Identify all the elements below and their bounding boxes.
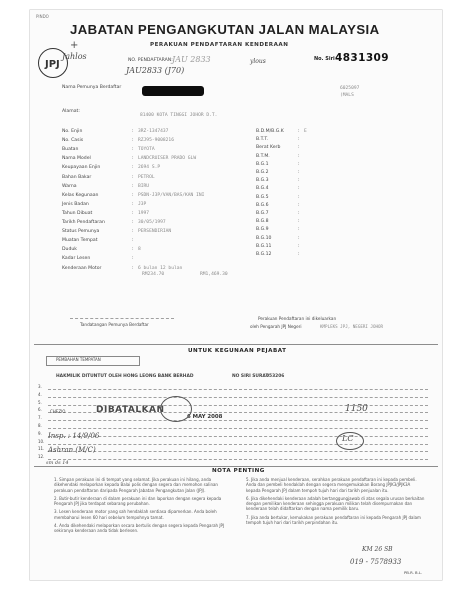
weight-colon: : [298,202,300,208]
address-label: Alamat: [62,109,80,114]
office-row-number: 8. [38,423,42,428]
field-label: Tahun Dibuat [62,210,93,216]
weight-label: B.G.5 [256,194,269,200]
office-row-number: 7. [38,415,42,421]
office-row-number: 4. [38,391,42,397]
office-row-number: 5. [38,399,42,405]
weight-colon: : [298,194,300,200]
weight-label: B.G.12 [256,252,272,257]
weight-label: B.G.10 [256,235,272,241]
field-colon: : [132,192,134,198]
weight-label: B.T.T. [256,137,269,143]
weight-colon: : [298,211,300,216]
office-row-line [48,389,428,390]
field-value: LANDCRUISER PRADO GLW [138,156,197,162]
field-colon: : [132,201,134,207]
field-value: 1997 [138,210,150,216]
note-item: 2. Butir-butir kenderaan di dalam perakuan ini dan laporkan dengan segera kepada Pengarah JPJ jika terdapat sebarang perubahan. [54,495,222,507]
field-label: Keupayaan Enjin [62,165,101,171]
letter-serial-value: 053206 [266,374,285,379]
handwritten-name: Ashran (M/C) [48,446,96,454]
field-colon: : [132,238,134,244]
weight-label: B.D.M/B.G.K [256,129,284,134]
weight-label: B.G.7 [256,211,269,216]
field-colon: : [132,138,134,144]
weight-value: E [304,129,307,134]
note-item: 5. Jika anda menjual kenderaan, serahkan perakuan pendaftaran ini kepada pembeli. Anda dan pembeli hendaklah dengan segera mengemukakan Borang JPJK3/JPJK3A kepada Pengarah JPJ dalam tempoh tujuh hari dari tarikh penjualan itu. [246,477,417,493]
field-colon: : [132,156,134,162]
office-row-line [48,420,428,421]
office-row-number: 9. [38,430,42,436]
serial-number: 4831309 [335,52,389,64]
weight-colon: : [298,219,300,225]
transfer-label: PEMBAHAN TEMPATAN [56,357,101,362]
field-value: 8 [138,247,141,253]
note-item: 1. Simpan perakuan ini di tempat yang selamat. Jika perakuan ini hilang, anda dikehendaki melaporkan kepada Balai polis dengan segera dan memohon salinan perakuan pendaftaran daripada Pengarah Jabatan Pengangkutan Jalan (JPJ). [54,477,218,493]
field-colon: : [132,229,134,235]
handwritten-page-note: ylous [250,58,266,65]
owner-id-sub: (MALS [340,93,354,98]
office-row-line [48,397,428,398]
field-value: RZJ95-9008216 [138,138,174,144]
weight-label: B.G.6 [256,202,269,208]
address-value: 81400 KOTA TINGGI JOHOR D.T. [140,113,218,118]
field-value: 30/05/1997 [138,220,166,225]
field-value: TOYOTA [138,147,155,153]
field-colon: : [132,165,134,171]
weight-label: B.G.3 [256,178,269,184]
field-value: J3P [138,201,147,207]
serial-label: No. Siri [314,56,335,62]
weight-colon: : [298,129,300,134]
registration-label: NO. PENDAFTARAN: [128,58,173,63]
document-subtitle: PERAKUAN PENDAFTARAN KENDERAAN [150,42,289,48]
office-row-line [48,436,428,437]
office-use-title: UNTUK KEGUNAAN PEJABAT [188,348,287,354]
field-label: Nama Model [62,156,91,162]
fee-twelve-months: RM1,469.30 [200,272,228,277]
hakmilik-text: HAKMILIK DITUNTUT OLEH HONG LEONG BANK BERHAD [56,374,194,379]
office-row-number: 10. [38,438,45,444]
handwritten-seal-note: Jahlos [62,52,87,61]
note-item: 3. Lesen kenderaan motor yang sah hendaklah sentiasa dipamerkan. Anda boleh membaharui lesen 60 hari sebelum tempohnya tamat. [54,509,217,520]
weight-colon: : [298,235,300,241]
handwritten-number: 1150 [345,404,368,414]
handwritten-phone: 019 - 7578933 [350,558,402,566]
weight-colon: : [298,227,300,233]
owner-name-label: Nama Pemunya Berdaftar [62,85,122,90]
field-colon: : [132,129,134,134]
field-value: PSDN-J3P/VAN/BAS/KAN INI [138,192,205,198]
field-colon: : [132,256,134,262]
weight-colon: : [298,252,300,257]
office-row-number: 12. [38,454,45,460]
field-colon: : [132,183,134,189]
field-colon: : [132,265,134,271]
handwritten-registration: JAU2833 (J70) [126,66,185,75]
field-label: Kadar Lesen [62,256,91,262]
weight-colon: : [298,170,300,175]
weight-colon: : [298,178,300,184]
office-row-line [48,428,428,429]
field-label: Tarikh Pendaftaran [62,220,105,225]
notes-left-column [54,477,234,537]
weight-colon: : [298,243,300,249]
notes-divider [34,466,438,467]
field-value: PETROL [138,174,155,180]
corner-code: PINDO [36,14,49,19]
owner-id: 6025097 [340,86,360,91]
weight-colon: : [298,186,300,192]
weight-label: B.G.9 [256,227,269,233]
weight-colon: : [298,161,300,167]
weight-colon: : [298,137,300,143]
certificate-director-text: oleh Pengarah JPJ Negeri [250,324,302,329]
document-title: JABATAN PENGANGKUTAN JALAN MALAYSIA [70,22,380,37]
office-row-number: 6. [38,407,42,413]
field-label: No. Enjin [62,129,83,134]
field-label: Duduk [62,247,77,253]
fee-six-months: RM234.70 [142,272,165,277]
weight-label: B.G.11 [256,243,272,249]
cancelled-stamp: DIBATALKAN [96,405,165,415]
redaction-bar [142,86,204,96]
owner-signature-label: Tandatangan Pemunya Berdaftar [80,322,149,327]
weight-label: B.G.1 [256,161,269,167]
field-colon: : [132,220,134,225]
field-label: Muatan Tempat [62,238,98,244]
handwritten-sm: sm ds 14 [46,460,69,466]
office-row-line [48,451,428,452]
handwritten-lc: LC [342,434,354,443]
handwritten-km: KM 26 SB [362,546,393,553]
field-label: Buatan [62,147,79,153]
field-value: 3RZ-1347437 [138,129,169,134]
weight-colon: : [298,153,300,159]
section-divider [34,344,438,345]
field-label: Kenderaan Motor [62,265,102,271]
field-label: No. Casis [62,138,84,144]
handwritten-inspection: Insp. : 14/9/06 [48,432,100,440]
registration-value: JAU 2833 [172,55,211,64]
letter-serial-label: NO SIRI SURAT [232,374,269,379]
weight-colon: : [298,145,300,151]
field-value: PERSENDIRIAN [138,229,172,235]
cancelled-stamp-date: 6 MAY 2008 [187,414,223,420]
field-value: 6 bulan 12 bulan [138,265,183,271]
weight-label: B.T.M. [256,153,270,159]
field-label: Warna [62,183,77,189]
note-item: 4. Anda dikehendaki melaporkan secara bertulis dengan segera kepada Pengarah JPJ sekiranya kenderaan anda tidak berlesen. [54,523,225,534]
handwritten-mark: + [70,40,79,51]
office-row-label: CHEZIO [50,409,66,414]
weight-label: B.G.2 [256,170,269,175]
field-colon: : [132,247,134,253]
owner-signature-line [70,318,174,319]
certificate-issued-text: Perakuan Pendaftaran ini dikeluarkan [258,316,337,321]
notes-title: NOTA PENTING [212,468,265,474]
office-row-number: 3. [38,384,42,389]
field-label: Jenis Badan [62,201,89,207]
field-colon: : [132,210,134,216]
field-label: Bahan Bakar [62,174,92,180]
office-row-line [48,459,428,460]
certificate-office: KMPLEKS JPJ, NEGERI JOHOR [320,324,384,329]
field-label: Kelas Kegunaan [62,192,99,198]
weight-label: B.G.8 [256,219,269,225]
note-item: 6. Jika dikehendaki kenderaan adalah bertanggungjawab di atas segala urusan berkaitan dengan pemilikan kenderaan sehingga perakuan milikan telah disempurnakan dan kenderaan telah didaftarkan dengan nama pemilik baru. [246,495,425,512]
weight-label: Berat Kerb [256,145,281,151]
office-row-number: 11. [38,446,45,452]
form-code: PB.R. B.L. [404,570,423,575]
field-colon: : [132,147,134,153]
weight-label: B.G.4 [256,186,269,192]
field-colon: : [132,174,134,180]
field-label: Status Pemunya [62,229,100,235]
notes-right-column [246,477,426,528]
note-item: 7. Jika anda bertukar, kemukakan perakuan pendaftaran ini kepada Pengarah JPJ dalam tempoh tujuh hari dari tarikh perpindahan itu. [246,514,421,526]
office-row-line [48,444,428,445]
field-value: 2694 S.P [138,165,161,171]
svg-text:JPJ: JPJ [45,59,60,70]
field-value: BIRU [138,183,150,189]
signature-loop [160,396,192,422]
